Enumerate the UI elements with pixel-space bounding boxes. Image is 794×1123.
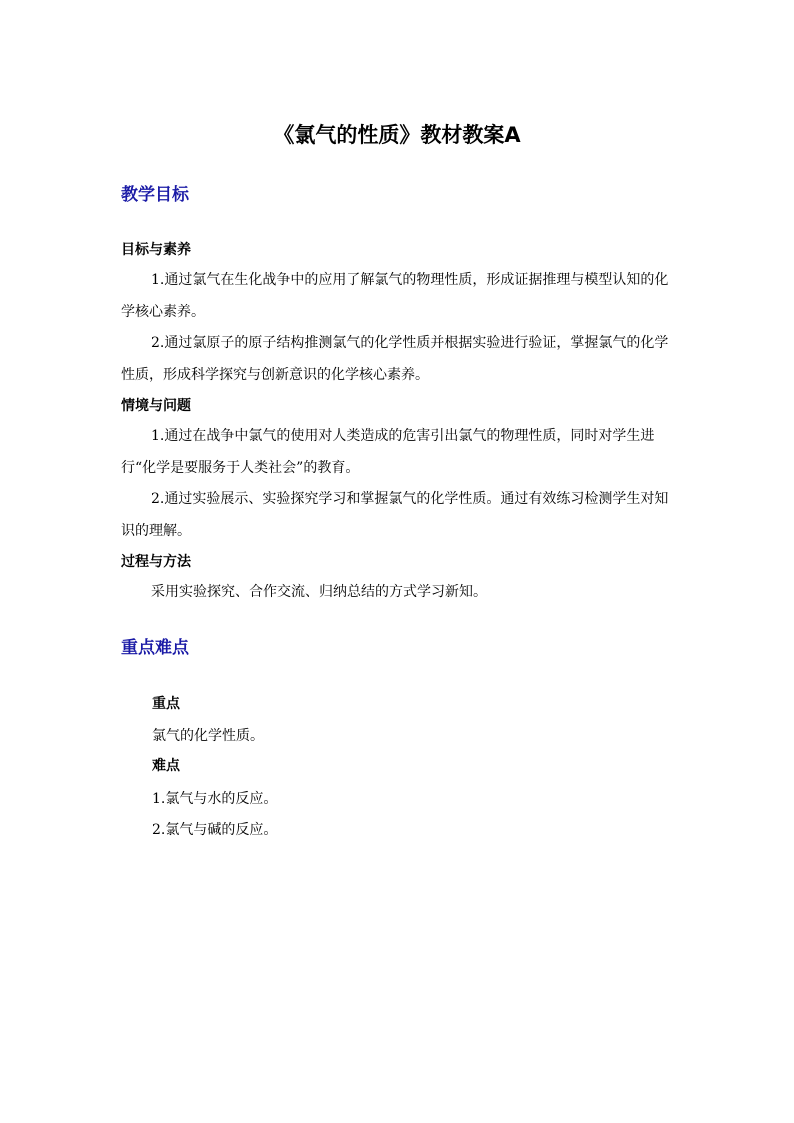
context-item-2: 2.通过实验展示、实验探究学习和掌握氯气的化学性质。通过有效练习检测学生对知识的理解。 [121,491,669,539]
paragraph-goal-2 [121,328,677,391]
document-title: 《氯气的性质》教材教案A [273,123,521,147]
goal-item-2: 2.通过氯原子的原子结构推测氯气的化学性质并根据实验进行验证，掌握氯气的化学性质，形成科学探究与创新意识的化学核心素养。 [121,335,669,383]
difficulty-item-2: 2.氯气与碱的反应。 [152,822,278,838]
subheading-focus: 重点 [152,696,180,712]
paragraph-process [121,577,677,609]
subheading-process: 过程与方法 [121,554,191,570]
subheading-context: 情境与问题 [121,398,191,414]
goal-item-1: 1.通过氯气在生化战争中的应用了解氯气的物理性质，形成证据推理与模型认知的化学核心素养。 [121,272,669,320]
difficulty-item-1: 1.氯气与水的反应。 [152,791,278,807]
subheading-goals: 目标与素养 [121,242,191,258]
focus-text: 氯气的化学性质。 [152,728,264,744]
paragraph-context-1 [121,421,677,484]
paragraph-context-2 [121,484,677,547]
paragraph-goal-1 [121,265,677,328]
section-heading-objectives: 教学目标 [121,185,189,205]
context-item-1: 1.通过在战争中氯气的使用对人类造成的危害引出氯气的物理性质，同时对学生进行“化学是要服务于人类社会”的教育。 [121,428,655,476]
section-heading-key-points: 重点难点 [121,638,189,658]
process-text: 采用实验探究、合作交流、归纳总结的方式学习新知。 [151,584,487,600]
subheading-difficulty: 难点 [152,758,180,774]
